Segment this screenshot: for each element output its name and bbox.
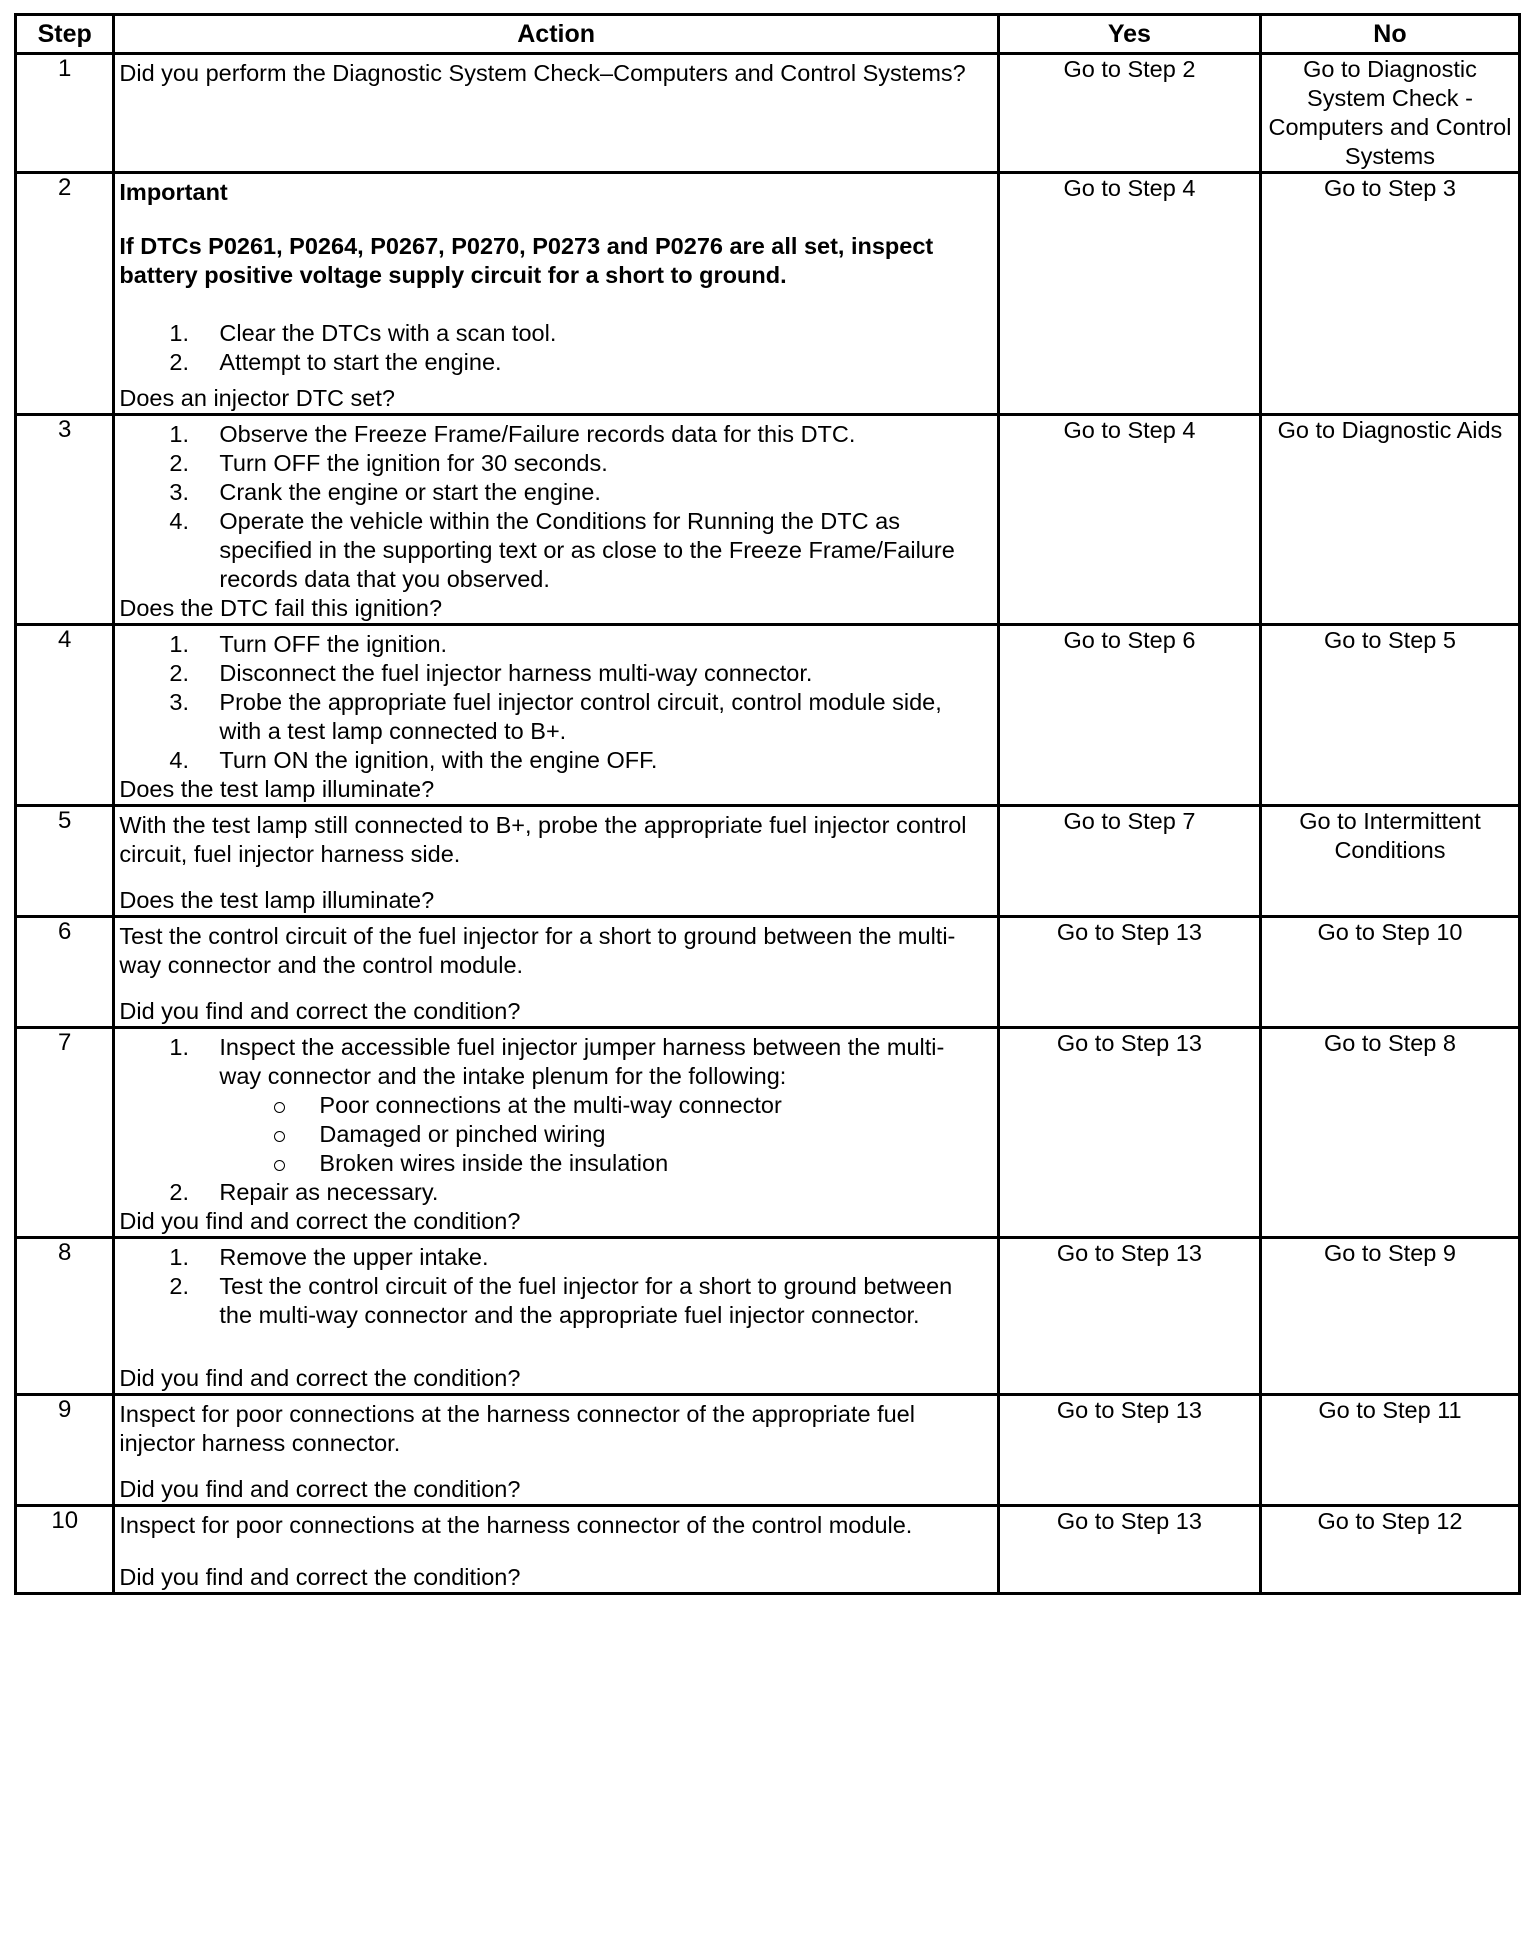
no-result: Go to Step 10 [1260,917,1519,1028]
question-text: Does the test lamp illuminate? [119,776,435,802]
yes-result: Go to Step 7 [998,806,1260,917]
action-cell [114,415,999,625]
bullet-circle-icon [274,1131,285,1142]
list-item: 1. Inspect the accessible fuel injector jumper harness between the multi-way connector and the intake plenum for the following: [169,1034,945,1089]
step-number: 3 [16,415,114,625]
action-cell [114,1028,999,1238]
action-cell [114,173,999,415]
question-text: Does an injector DTC set? [119,385,395,411]
list-item: 1. Clear the DTCs with a scan tool. [169,320,557,346]
bullet-circle-icon [274,1102,285,1113]
header-no: No [1260,15,1519,54]
step-number: 2 [16,173,114,415]
step-number: 8 [16,1238,114,1395]
question-text: Did you find and correct the condition? [119,1476,521,1502]
list-item: 4. Operate the vehicle within the Conditions for Running the DTC as specified in the supporting text or as close to the Freeze Frame/Failure records data that you observed. [169,508,955,592]
step-number: 4 [16,625,114,806]
action-cell [114,1506,999,1594]
header-action: Action [114,15,999,54]
question-text: Does the DTC fail this ignition? [119,595,443,621]
action-text: Did you perform the Diagnostic System Check–Computers and Control Systems? [119,60,966,86]
yes-result: Go to Step 13 [998,1395,1260,1506]
no-result: Go to Step 8 [1260,1028,1519,1238]
list-item: Poor connections at the multi-way connector [119,1091,997,1120]
bullet-list [119,1091,997,1178]
action-cell [114,54,999,173]
yes-result: Go to Step 13 [998,917,1260,1028]
table-row-step-9 [16,1395,1520,1506]
list-item: Broken wires inside the insulation [119,1149,997,1178]
step-number: 1 [16,54,114,173]
table-row-step-2 [16,173,1520,415]
no-result: Go to Step 12 [1260,1506,1519,1594]
step-list [119,1033,997,1091]
list-item: 1. Turn OFF the ignition. [169,631,448,657]
action-cell [114,806,999,917]
yes-result: Go to Step 13 [998,1238,1260,1395]
no-result: Go to Diagnostic System Check - Computers and Control Systems [1260,54,1519,173]
step-number: 9 [16,1395,114,1506]
action-cell [114,625,999,806]
important-heading: Important [119,179,228,205]
list-item: 2. Disconnect the fuel injector harness multi-way connector. [169,660,813,686]
no-result: Go to Step 9 [1260,1238,1519,1395]
list-item: 3. Crank the engine or start the engine. [169,479,601,505]
list-item: 1. Observe the Freeze Frame/Failure records data for this DTC. [169,421,856,447]
table-row-step-6 [16,917,1520,1028]
list-item: 2. Test the control circuit of the fuel injector for a short to ground between the multi-way connector and the appropriate fuel injector connector. [169,1273,953,1328]
header-step: Step [16,15,114,54]
table-row-step-10 [16,1506,1520,1594]
table-row-step-7 [16,1028,1520,1238]
yes-result: Go to Step 6 [998,625,1260,806]
table-row-step-3 [16,415,1520,625]
yes-result: Go to Step 13 [998,1028,1260,1238]
step-number: 5 [16,806,114,917]
list-item: 2. Repair as necessary. [169,1179,439,1205]
action-text: Inspect for poor connections at the harness connector of the control module. [119,1512,913,1538]
step-list [119,319,997,377]
question-text: Did you find and correct the condition? [119,998,521,1024]
action-text: Test the control circuit of the fuel injector for a short to ground between the multi-way connector and the control module. [119,923,956,978]
yes-result: Go to Step 2 [998,54,1260,173]
header-row [16,15,1520,54]
no-result: Go to Step 5 [1260,625,1519,806]
bullet-circle-icon [274,1160,285,1171]
no-result: Go to Step 3 [1260,173,1519,415]
list-item: 3. Probe the appropriate fuel injector control circuit, control module side, with a test lamp connected to B+. [169,689,942,744]
step-number: 10 [16,1506,114,1594]
diagnostic-table [14,13,1521,1595]
table-row-step-4 [16,625,1520,806]
action-cell [114,1238,999,1395]
table-row-step-8 [16,1238,1520,1395]
important-text: If DTCs P0261, P0264, P0267, P0270, P0273 and P0276 are all set, inspect battery positive voltage supply circuit for a short to ground. [119,233,934,288]
yes-result: Go to Step 4 [998,173,1260,415]
no-result: Go to Intermittent Conditions [1260,806,1519,917]
question-text: Does the test lamp illuminate? [119,887,435,913]
step-list [119,1178,997,1207]
list-item: 2. Attempt to start the engine. [169,349,502,375]
list-item: Damaged or pinched wiring [119,1120,997,1149]
list-item: 1. Remove the upper intake. [169,1244,489,1270]
table-row-step-1 [16,54,1520,173]
step-number: 7 [16,1028,114,1238]
action-text: Inspect for poor connections at the harness connector of the appropriate fuel injector harness connector. [119,1401,915,1456]
action-text: With the test lamp still connected to B+, probe the appropriate fuel injector control circuit, fuel injector harness side. [119,812,967,867]
yes-result: Go to Step 4 [998,415,1260,625]
step-list [119,1243,997,1330]
question-text: Did you find and correct the condition? [119,1208,521,1234]
no-result: Go to Diagnostic Aids [1260,415,1519,625]
step-number: 6 [16,917,114,1028]
list-item: 4. Turn ON the ignition, with the engine OFF. [169,747,658,773]
step-list [119,420,997,594]
action-cell [114,917,999,1028]
list-item: 2. Turn OFF the ignition for 30 seconds. [169,450,608,476]
step-list [119,630,997,775]
question-text: Did you find and correct the condition? [119,1365,521,1391]
question-text: Did you find and correct the condition? [119,1564,521,1590]
header-yes: Yes [998,15,1260,54]
table-row-step-5 [16,806,1520,917]
no-result: Go to Step 11 [1260,1395,1519,1506]
action-cell [114,1395,999,1506]
yes-result: Go to Step 13 [998,1506,1260,1594]
